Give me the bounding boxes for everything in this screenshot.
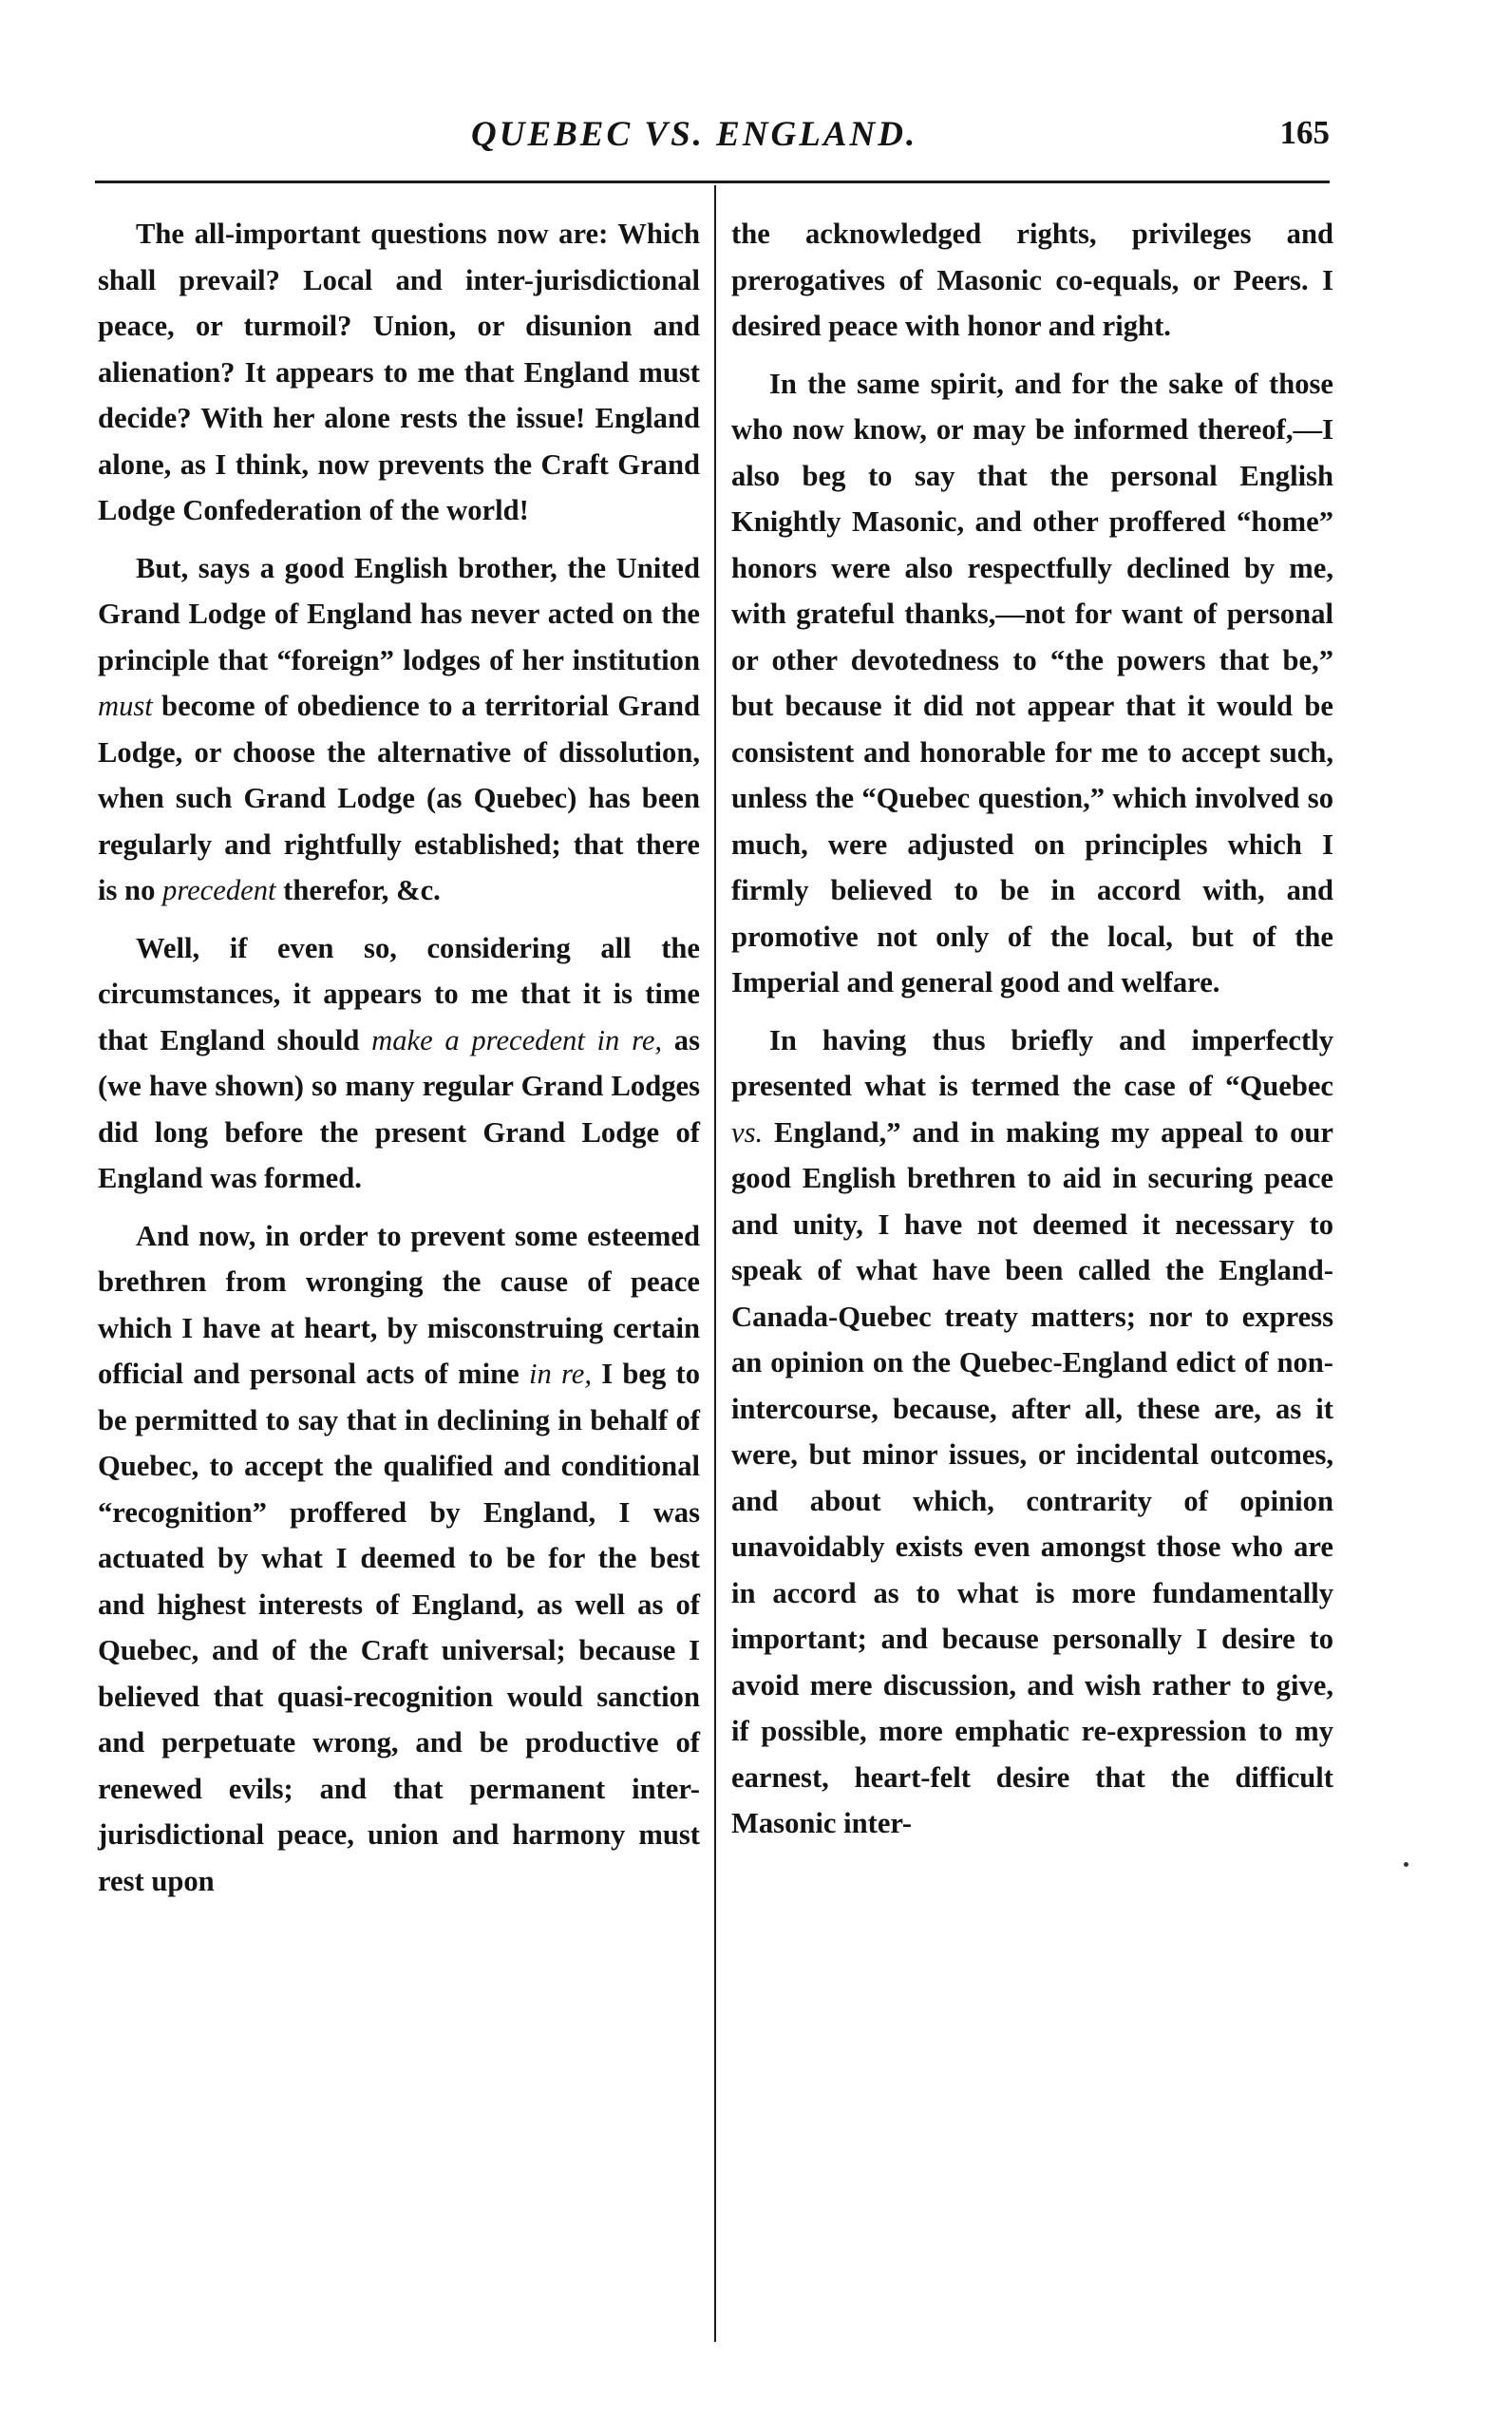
running-head — [95, 114, 1330, 171]
right-paragraph-3 — [731, 1017, 1333, 1847]
left-paragraph-2-italic-must: must — [98, 690, 153, 722]
left-paragraph-4-text-a: And now, in order to prevent some esteemed brethren from wronging the cause of peace which I have at heart, by misconstruing certain official and personal acts of mine — [98, 1219, 700, 1390]
left-paragraph-3-text-a: Well, if even so, considering all the circumstances, it appears to me that it is time that England should — [98, 931, 700, 1056]
header-rule — [95, 181, 1330, 183]
right-paragraph-3-text-a: In having thus briefly and imperfectly presented what is termed the case of “Quebec — [731, 1023, 1333, 1102]
running-title: QUEBEC VS. ENGLAND. — [471, 115, 918, 154]
left-paragraph-2-text-e: therefor, &c. — [275, 874, 441, 906]
right-paragraph-3-italic-vs: vs. — [731, 1115, 764, 1149]
left-paragraph-3-text-c: as (we have shown) so many regular Grand Lodges did long before the present Grand Lodge of England was formed. — [98, 1023, 700, 1194]
left-paragraph-4-text-c: I beg to be permitted to say that in declining in behalf of Quebec, to accept the qualified and conditional “recognition” proffered by England, I was actuated by what I deemed to be for the best and highest interests of England, as well as of Quebec, and of the Craft universal; because I believed that quasi-recognition would sanction and perpetuate wrong, and be productive of renewed evils; and that permanent inter-jurisdictional peace, union and harmony must rest upon — [98, 1358, 700, 1897]
page-number: 165 — [1279, 114, 1330, 151]
left-paragraph-4 — [98, 1213, 700, 1905]
right-paragraph-1: the acknowledged rights, privileges and prerogatives of Masonic co-equals, or Peers. I desired peace with honor and right. — [731, 218, 1333, 342]
column-divider — [714, 185, 716, 2342]
left-paragraph-3-italic-phrase: make a precedent in re, — [371, 1023, 663, 1056]
left-paragraph-2-italic-precedent: precedent — [162, 874, 276, 906]
right-column — [731, 211, 1333, 1858]
left-paragraph-4-italic-in-re: in re, — [528, 1358, 593, 1390]
print-speck — [1404, 1862, 1408, 1867]
left-paragraph-2 — [98, 545, 700, 914]
right-paragraph-2: In the same spirit, and for the sake of those who now know, or may be informed thereof,—I also beg to say that the personal English Knightly Masonic, and other proffered “home” honors were also respectfully declined by me, with grateful thanks,—not for want of personal or other devotedness to “the powers that be,” but because it did not appear that it would be consistent and honorable for me to accept such, unless the “Quebec question,” which involved so much, were adjusted on principles which I firmly believed to be in accord with, and promotive not only of the local, but of the Imperial and general good and welfare. — [731, 367, 1333, 998]
left-paragraph-3 — [98, 925, 700, 1202]
left-paragraph-1: The all-important questions now are: Which shall prevail? Local and inter-jurisdictional peace, or turmoil? Union, or disunion and alienation? It appears to me that England must decide? With her alone rests the issue! England alone, as I think, now prevents the Craft Grand Lodge Confederation of the world! — [98, 218, 700, 526]
left-paragraph-2-text-a: But, says a good English brother, the United Grand Lodge of England has never acted on the principle that “foreign” lodges of her institution — [98, 551, 700, 676]
left-column — [98, 211, 700, 1915]
right-paragraph-3-text-c: England,” and in making my appeal to our good English brethren to aid in securing peace and unity, I have not deemed it necessary to speak of what have been called the England-Canada-Quebec treaty matters; nor to express an opinion on the Quebec-England edict of non-intercourse, because, after all, these are, as it were, but minor issues, or incidental outcomes, and about which, contrarity of opinion unavoidably exists even amongst those who are in accord as to what is more fundamentally important; and because personally I desire to avoid mere discussion, and wish rather to give, if possible, more emphatic re-expression to my earnest, heart-felt desire that the difficult Masonic inter- — [731, 1115, 1333, 1839]
left-paragraph-2-text-c: become of obedience to a territorial Grand Lodge, or choose the alternative of dissolution, when such Grand Lodge (as Quebec) has been regularly and rightfully established; that there is no — [98, 690, 700, 906]
